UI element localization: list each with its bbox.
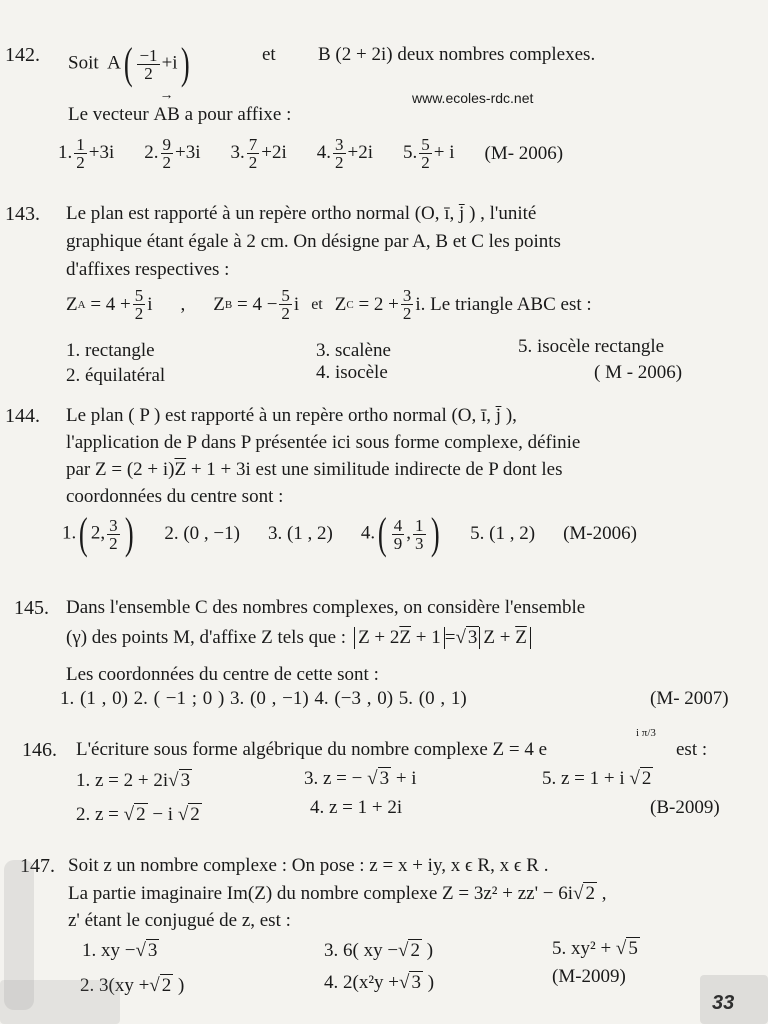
exam-reference: (M- 2007) (650, 688, 729, 709)
option-4: 4. $\frac{3}{2}$ +2i (316, 135, 373, 172)
question-text-b: B (2 + 2i) deux nombres complexes. (318, 44, 596, 65)
option-4: 4. isocèle (316, 362, 388, 383)
option-2: 2. $\frac{9}{2}$ +3i (144, 135, 201, 172)
modulus-right: $Z + \overline{Z}$ (479, 627, 530, 649)
option-3: 3. z = − √ 3 + i (304, 768, 417, 789)
option-5: 5. z = 1 + i √ 2 (542, 768, 652, 789)
question-line: Dans l'ensemble C des nombres complexes, on considère l'ensemble (66, 597, 586, 618)
answer-options: 1. (1 , 0) 2. ( −1 ; 0 ) 3. (0 , −1) 4. (−3 , 0) 5. (0 , 1) (60, 688, 467, 709)
option-3: 3. $\frac{7}{2}$ +2i (230, 135, 287, 172)
option-4: 4. 2(x²y +√ 3 ) (324, 972, 435, 993)
exam-reference: ( M - 2006) (594, 362, 683, 383)
sqrt: √ 3 (455, 627, 478, 648)
option-4: 4. z = 1 + 2i (310, 797, 403, 818)
question-line: coordonnées du centre sont : (66, 486, 284, 507)
question-line: par $Z = (2 + i)\overline{Z} + 1 + 3i$ est une similitude indirecte de P dont les (66, 459, 563, 480)
question-line: L'écriture sous forme algébrique du nombre complexe Z = 4 e (76, 739, 548, 760)
question-number: 146. (22, 739, 57, 761)
question-line: z' étant le conjugué de z, est : (68, 910, 291, 931)
option-2: 2. équilatéral (66, 365, 166, 386)
option-3: 3. scalène (316, 340, 391, 361)
option-1: 1. $\frac{1}{2}$ +3i (58, 135, 115, 172)
exam-reference: (M-2006) (563, 523, 637, 544)
question-number: 144. (5, 405, 40, 427)
question-line: La partie imaginaire Im(Z) du nombre complexe Z = 3z² + zz' − 6i√ 2 , (68, 883, 607, 904)
option-2: 2. 3(xy +√ 2 ) (80, 975, 185, 996)
affixes-line: Z A = 4 + $\frac{5}{2}$ i , Z B = 4 − $\frac{5}{2}$ i et Z C = 2 + $\frac{3}{2}$ i. Le triangle ABC est : (66, 286, 592, 323)
conjunction: et (262, 44, 276, 65)
watermark-url: www.ecoles-rdc.net (412, 90, 534, 106)
option-3: 3. (1 , 2) (267, 523, 333, 544)
question-line: (γ) des points M, d'affixe Z tels que : $Z + 2\overline{Z} + 1$ = √ 3 $Z + \overline{Z}$ (66, 627, 531, 649)
question-number: 147. (20, 855, 55, 877)
option-4: 4.( $\frac{4}{9}$ , $\frac{1}{3}$ ) (360, 509, 440, 558)
answer-options (62, 509, 637, 558)
exam-reference: (M- 2006) (484, 142, 564, 164)
question-line: Le plan est rapporté à un repère ortho normal (O, ī, j̄ ) , l'unité (66, 203, 537, 224)
question-line: l'application de P dans P présentée ici sous forme complexe, définie (66, 432, 581, 453)
question-line-end: est : (676, 739, 708, 760)
option-3: 3. 6( xy −√ 2 ) (324, 940, 434, 961)
option-1: 1. xy −√ 3 (82, 940, 158, 961)
exam-reference: (B-2009) (650, 797, 720, 818)
option-5: 5. $\frac{5}{2}$ + i (403, 135, 455, 172)
page-number: 33 (712, 992, 735, 1014)
question-line: Soit z un nombre complexe : On pose : z = x + iy, x ϵ R, x ϵ R . (68, 855, 549, 876)
question-number: 145. (14, 597, 49, 619)
answer-options (58, 136, 563, 171)
option-5: 5. isocèle rectangle (518, 336, 665, 357)
option-2: 2. z = √ 2 − i √ 2 (76, 804, 200, 825)
question-number: 142. (5, 44, 40, 66)
option-5: 5. (1 , 2) (470, 523, 536, 544)
question-line: graphique étant égale à 2 cm. On désigne par A, B et C les points (66, 231, 561, 252)
question-number: 143. (5, 203, 40, 225)
question-line: d'affixes respectives : (66, 259, 230, 280)
modulus-left: $Z + 2\overline{Z} + 1$ (354, 627, 445, 649)
option-1: 1. z = 2 + 2i√ 3 (76, 770, 191, 791)
question-line: Le vecteur → AB a pour affixe : (68, 88, 292, 125)
option-1: 1.( 2, $\frac{3}{2}$ ) (62, 509, 134, 558)
exam-reference: (M-2009) (552, 966, 626, 987)
question-text: Soit A( $\frac{-1}{2}$ +i) (68, 39, 190, 88)
option-5: 5. xy² + √ 5 (552, 938, 638, 959)
question-line: Les coordonnées du centre de cette sont : (66, 664, 379, 685)
exponent: i π/3 (636, 727, 656, 739)
option-1: 1. rectangle (66, 340, 155, 361)
option-2: 2. (0 , −1) (164, 523, 240, 544)
question-line: Le plan ( P ) est rapporté à un repère ortho normal (O, ī, j̄ ), (66, 405, 517, 426)
